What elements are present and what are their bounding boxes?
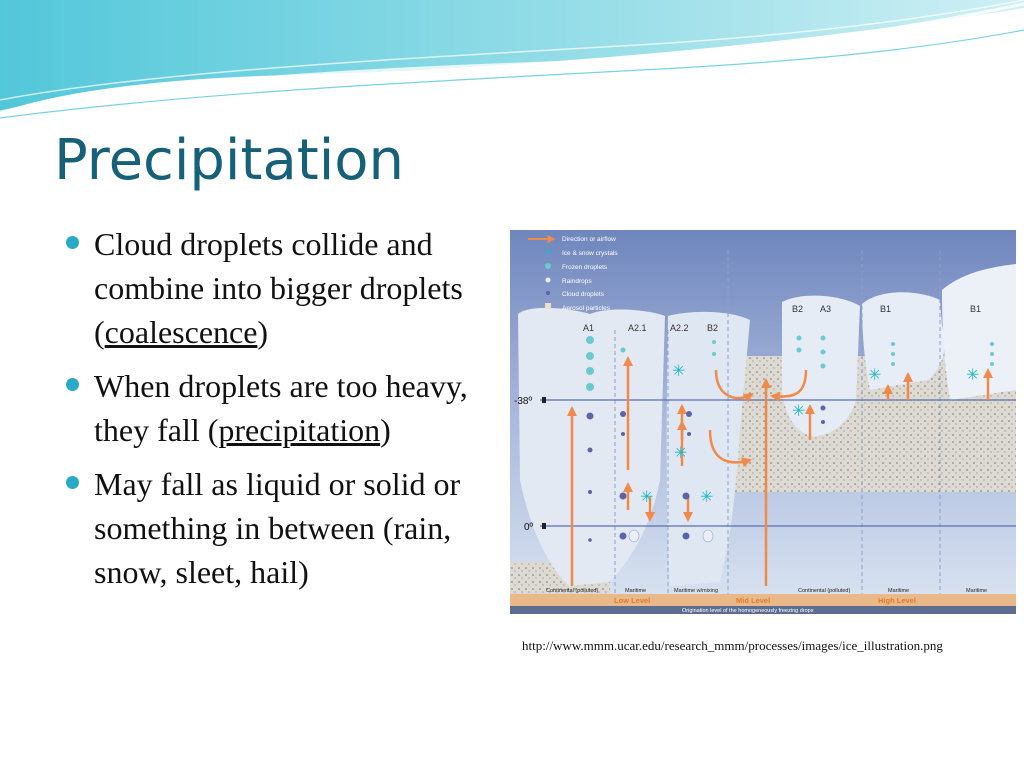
legend-raindrop-icon xyxy=(546,278,551,283)
legend-label: Raindrops xyxy=(562,278,592,285)
bullet-item xyxy=(62,364,502,452)
cloud-label: A2.1 xyxy=(628,323,647,333)
legend-label: Direction or airflow xyxy=(562,236,616,243)
bullet-text: When droplets are too heavy, they fall ( xyxy=(94,368,468,448)
level-label-mid: Mid Level xyxy=(736,596,771,605)
bullet-text: Cloud droplets collide and combine into bigger droplets ( xyxy=(94,226,463,350)
slide-title: Precipitation xyxy=(54,128,405,193)
column-label: Maritime xyxy=(625,588,647,594)
legend-label: Frozen droplets xyxy=(562,264,608,271)
bullet-item xyxy=(62,222,502,354)
cloud-label: B1 xyxy=(970,304,982,314)
cloud-label: B2 xyxy=(792,304,804,314)
cloud-label: A3 xyxy=(820,304,832,314)
cloud-label: A2.2 xyxy=(670,323,689,333)
bullet-list xyxy=(62,222,502,604)
bullet-item xyxy=(62,462,502,594)
cloud-label: B1 xyxy=(880,304,892,314)
temp-label: -38º xyxy=(514,396,533,407)
column-label: Continental (polluted) xyxy=(798,588,851,594)
level-marker xyxy=(542,523,546,529)
legend-cloud-droplet-icon xyxy=(546,291,550,295)
level-marker xyxy=(542,397,546,403)
legend-aerosol-icon xyxy=(545,303,551,309)
temp-label: 0º xyxy=(524,522,534,533)
bullet-text-end: ) xyxy=(380,412,391,448)
bullet-text: May fall as liquid or solid or something in between (rain, snow, sleet, hail) xyxy=(94,466,461,590)
level-label-low: Low Level xyxy=(614,596,651,605)
column-label: Maritime xyxy=(966,588,988,594)
header-wave-decoration xyxy=(0,0,1024,120)
ice-crystal-icon: ✳ xyxy=(674,445,688,462)
column-label: Maritime w/mixing xyxy=(674,588,719,594)
source-url[interactable]: http://www.mmm.ucar.edu/research_mmm/processes/images/ice_illustration.png xyxy=(522,638,943,653)
cloud-label: B2 xyxy=(707,323,719,333)
legend-label: Aerosol particles xyxy=(562,305,611,312)
bullet-text-end: ) xyxy=(257,314,269,350)
legend-label: Ice & snow crystals xyxy=(562,250,618,257)
ice-crystal-icon: ✳ xyxy=(700,489,714,506)
ice-crystal-icon: ✳ xyxy=(792,403,806,420)
precipitation-diagram xyxy=(510,230,1016,614)
cloud-label: A1 xyxy=(583,323,595,333)
ice-crystal-icon: ✳ xyxy=(966,367,980,384)
ice-crystal-icon: ✳ xyxy=(640,489,654,506)
figure-footer: Origination level of the homogeneously freezing drops xyxy=(682,608,814,614)
ice-crystal-icon: ✳ xyxy=(868,367,882,384)
legend-label: Cloud droplets xyxy=(562,291,604,298)
legend-ice-icon: ✳ xyxy=(544,247,553,258)
column-label: Maritime xyxy=(888,588,910,594)
column-label: Continental (polluted) xyxy=(546,588,599,594)
bullet-term-coalescence: coalescence xyxy=(104,314,258,350)
ice-crystal-icon: ✳ xyxy=(672,363,686,380)
legend-frozen-drop-icon xyxy=(545,263,551,269)
level-label-high: High Level xyxy=(878,596,916,605)
bullet-term-precipitation: precipitation xyxy=(218,412,381,448)
